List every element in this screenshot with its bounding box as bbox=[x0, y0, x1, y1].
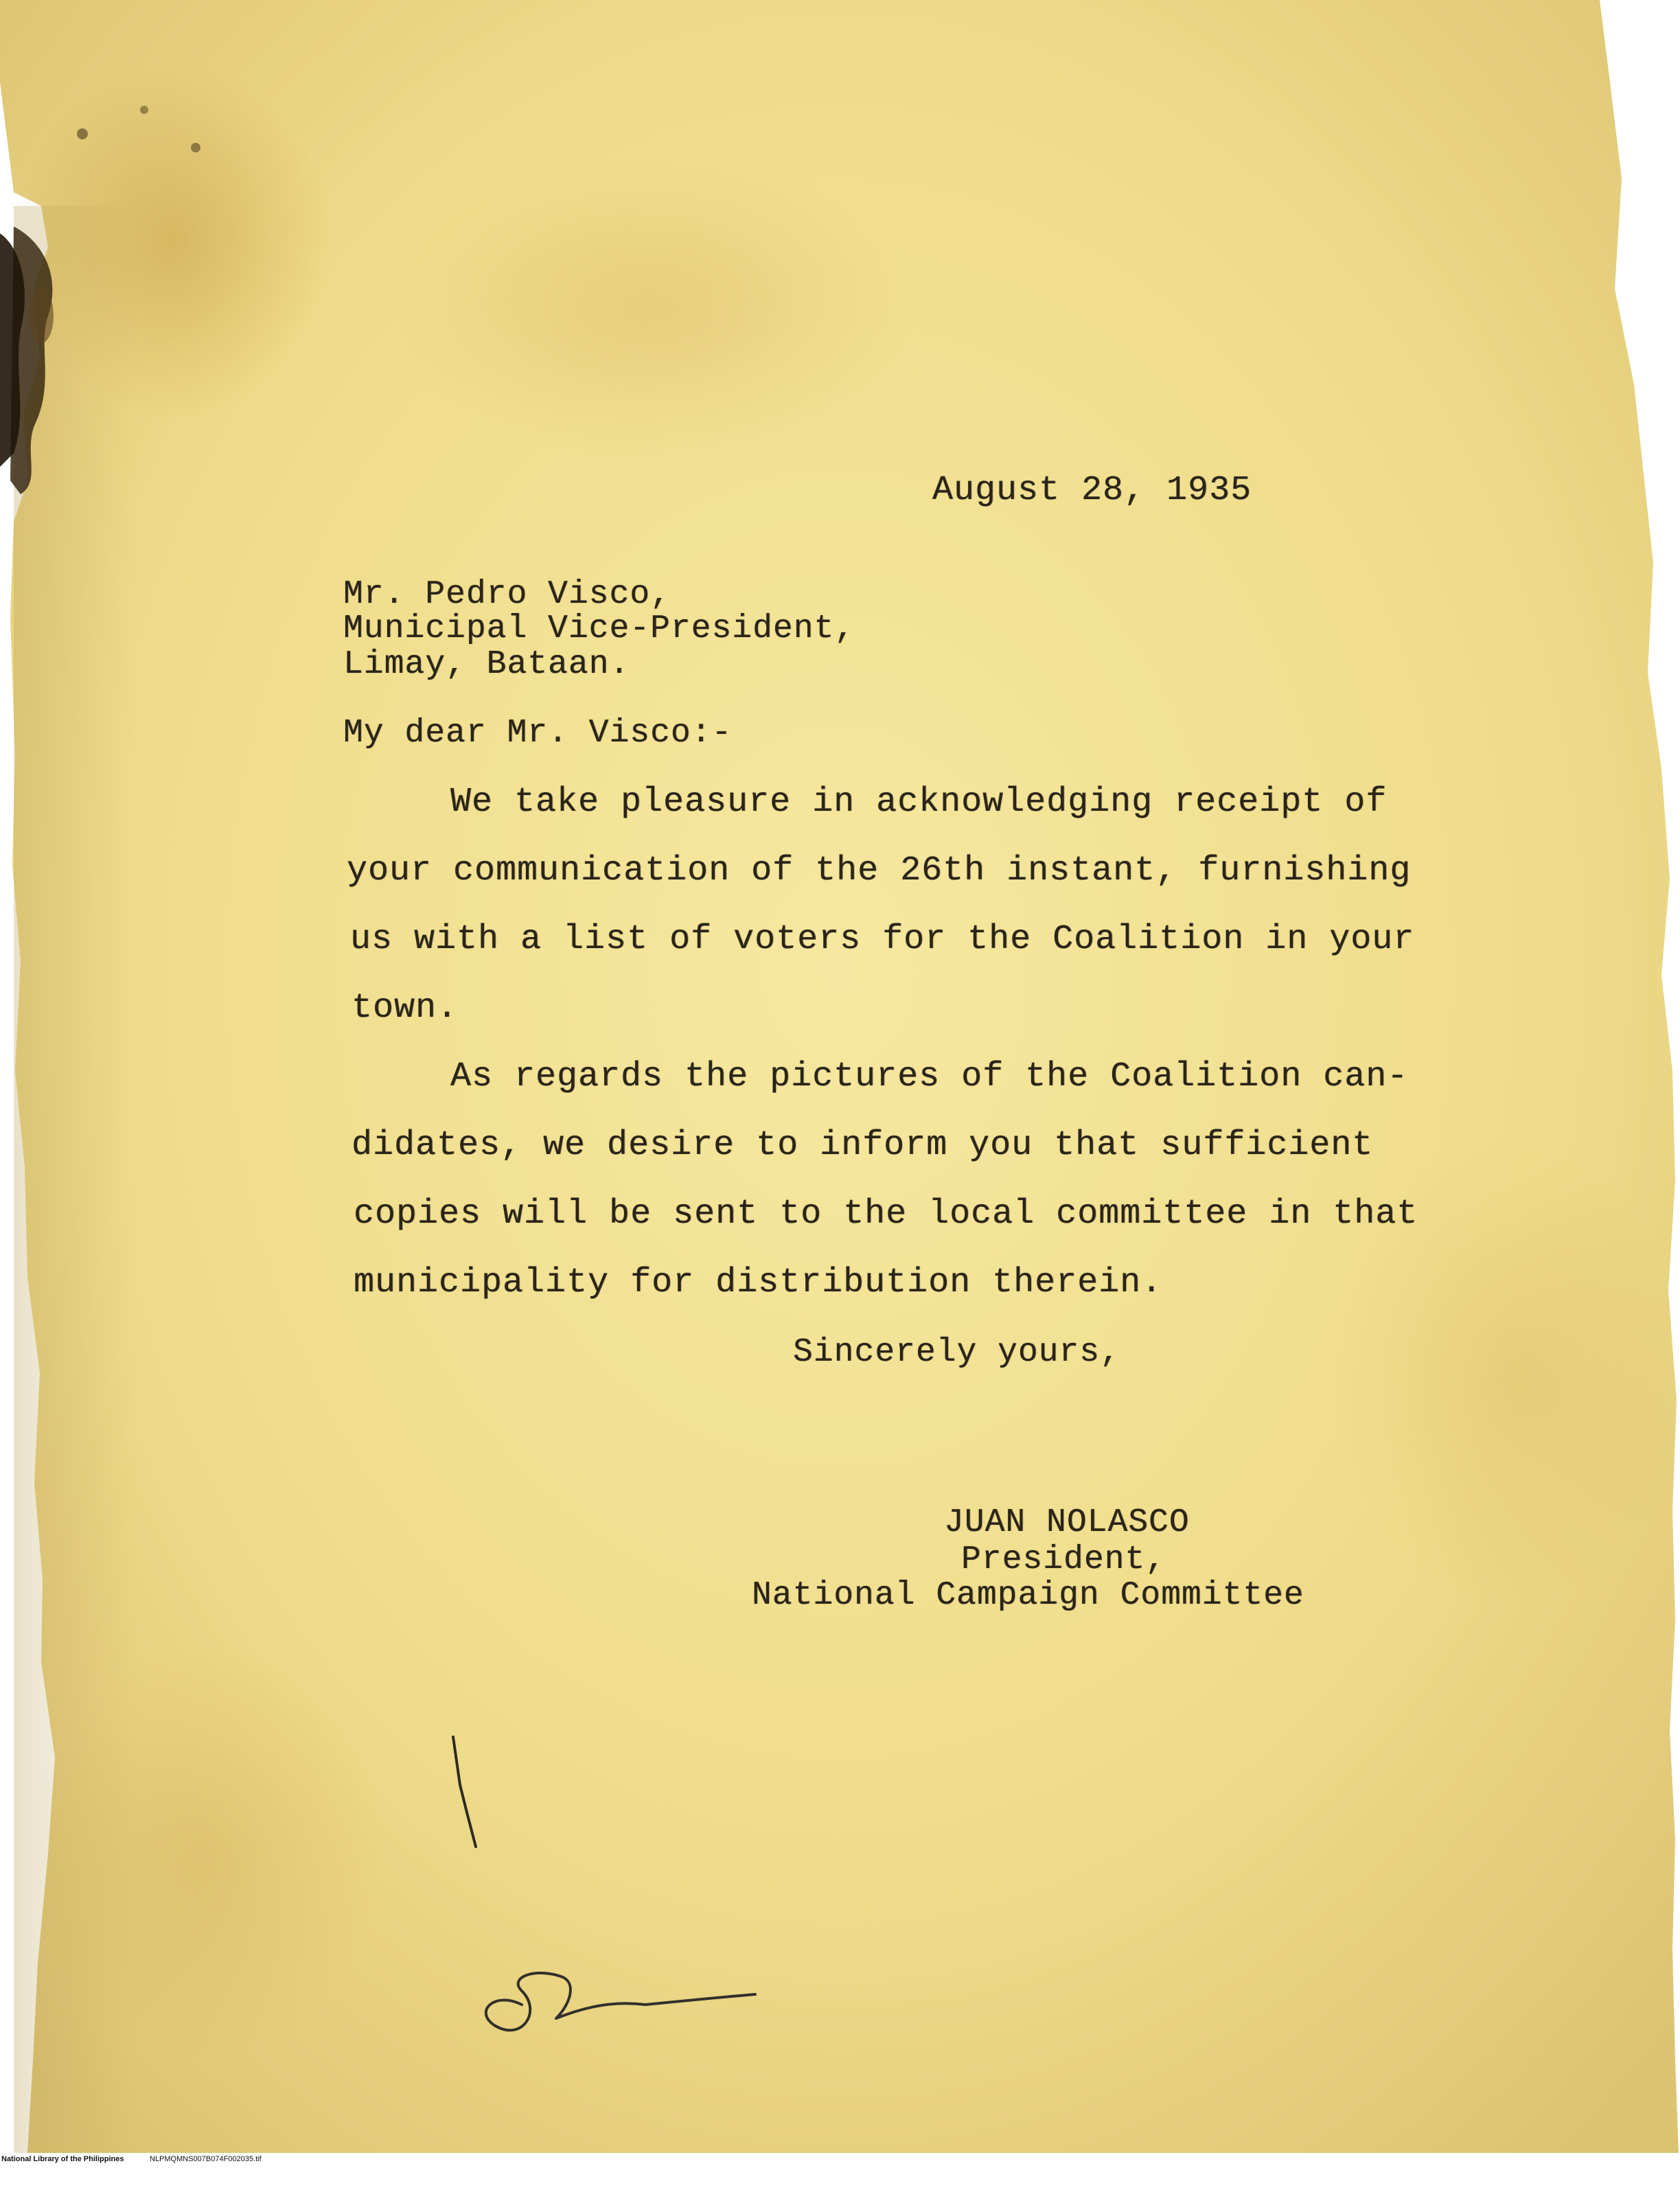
body-paragraph-1-line: your communication of the 26th instant, furnishing bbox=[347, 851, 1412, 890]
salutation: My dear Mr. Visco:- bbox=[343, 715, 733, 752]
body-paragraph-2-line: municipality for distribution therein. bbox=[354, 1263, 1163, 1302]
scan-footer bbox=[0, 2153, 1680, 2165]
recipient-name: Mr. Pedro Visco, bbox=[343, 576, 671, 613]
body-paragraph-1-line: us with a list of voters for the Coalition in your bbox=[350, 920, 1415, 959]
body-paragraph-1-line: We take pleasure in acknowledging receipt of bbox=[450, 783, 1388, 822]
recipient-title: Municipal Vice-President, bbox=[343, 610, 855, 647]
body-paragraph-2-line: didates, we desire to inform you that sufficient bbox=[352, 1126, 1374, 1165]
letter-date: August 28, 1935 bbox=[932, 471, 1252, 510]
closing: Sincerely yours, bbox=[793, 1334, 1120, 1371]
recipient-location: Limay, Bataan. bbox=[343, 646, 630, 683]
signatory-title: President, bbox=[961, 1541, 1166, 1578]
signatory-organization: National Campaign Committee bbox=[752, 1577, 1304, 1614]
footer-filename: NLPMQMNS007B074F002035.tif bbox=[150, 2155, 262, 2163]
signatory-name: JUAN NOLASCO bbox=[944, 1504, 1190, 1541]
body-paragraph-2-line: copies will be sent to the local committee in that bbox=[354, 1195, 1418, 1234]
footer-credit: National Library of the Philippines bbox=[1, 2155, 124, 2163]
body-paragraph-2-line: As regards the pictures of the Coalition can- bbox=[450, 1057, 1409, 1096]
body-paragraph-1-line: town. bbox=[352, 989, 459, 1028]
